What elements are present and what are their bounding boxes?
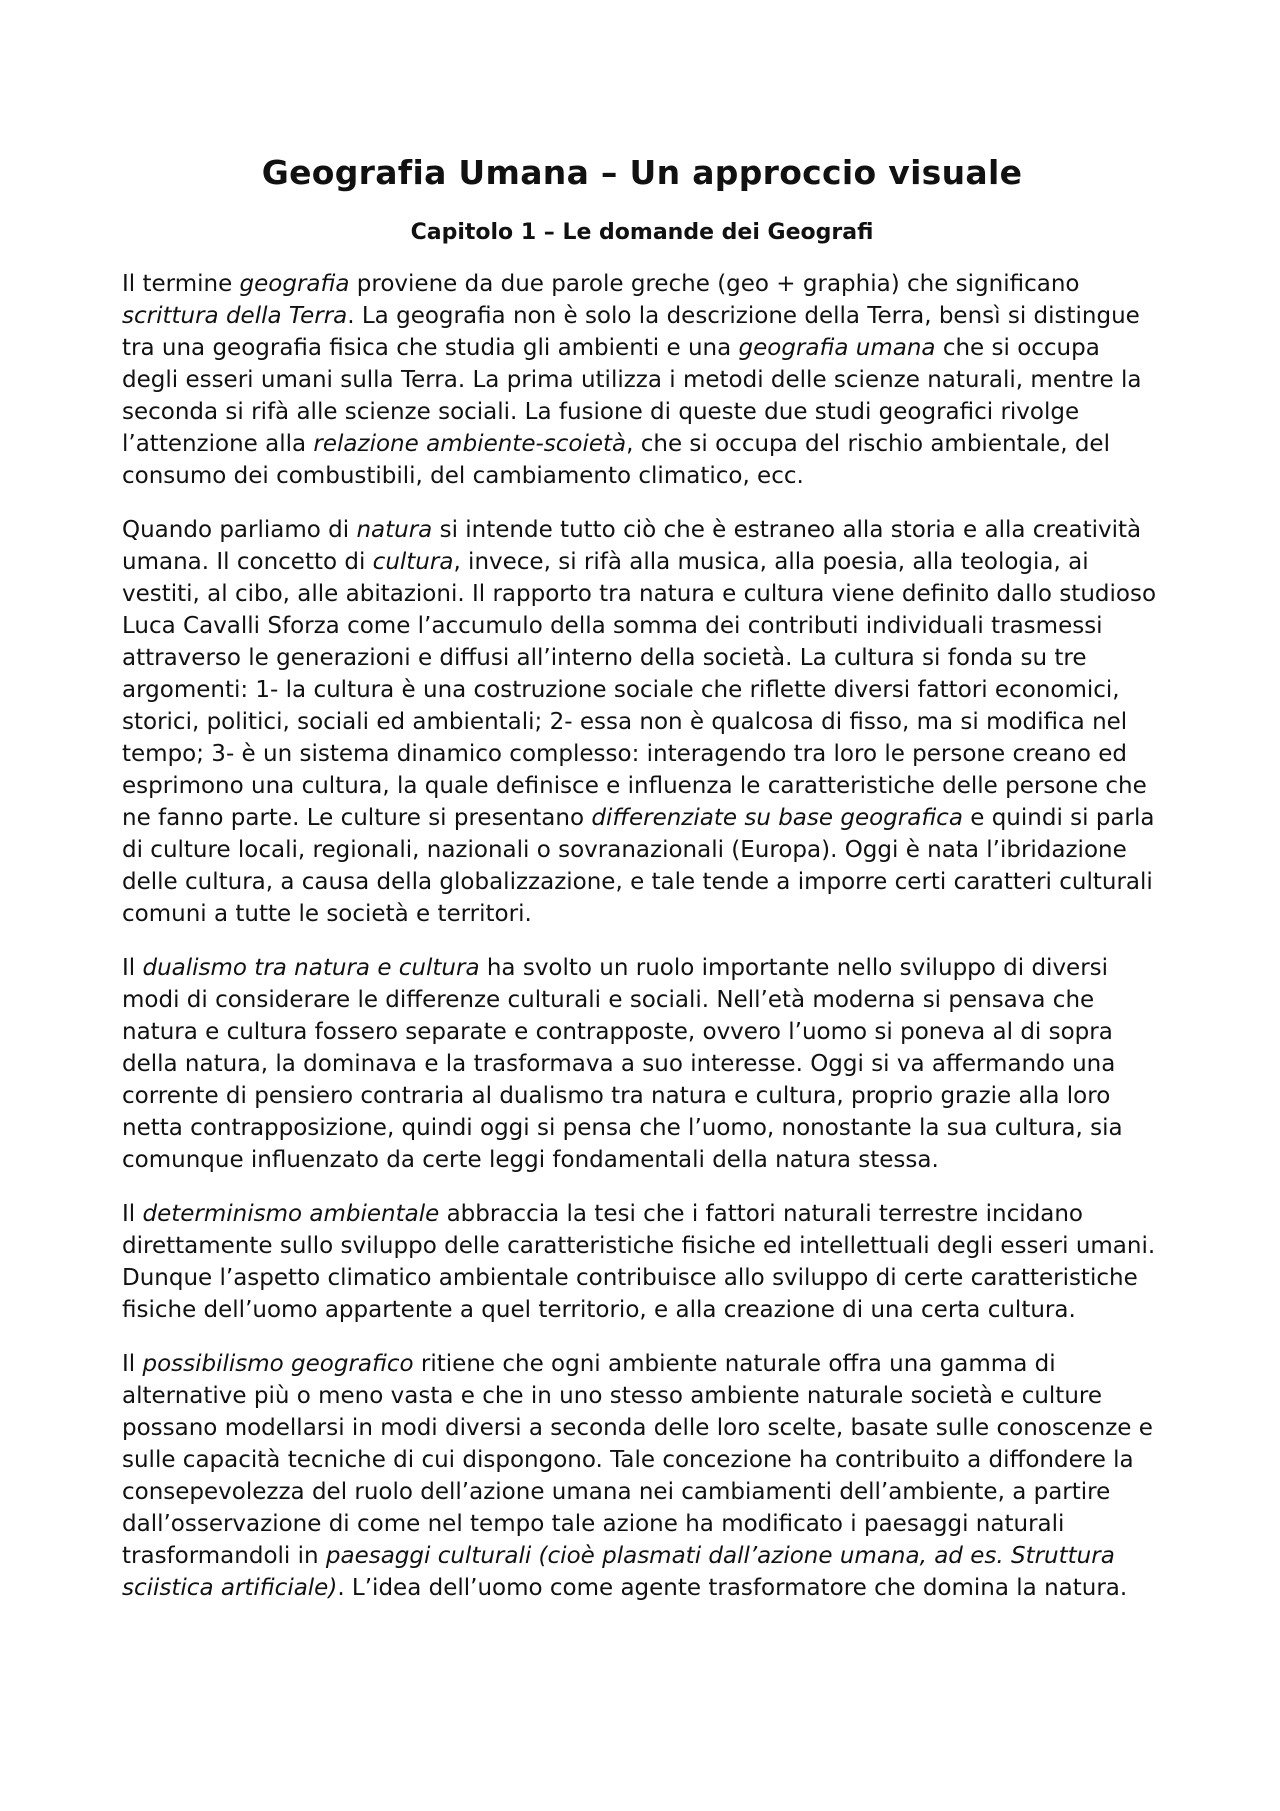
text-run: si intende tutto ciò che è estraneo alla storia e alla creatività umana. Il concetto di xyxy=(122,517,1142,575)
italic-term: dualismo tra natura e cultura xyxy=(142,955,480,981)
text-run: proviene da due parole greche (geo + graphia) che significano xyxy=(349,271,1080,297)
text-run: abbraccia la tesi che i fattori naturali terrestre incidano direttamente sullo sviluppo delle caratteristiche fisiche ed intellettuali degli esseri umani. Dunque l’aspetto climatico ambientale contribuisce allo sviluppo di certe caratteristiche fisiche dell’uomo appartente a quel territorio, e alla creazione di una certa cultura. xyxy=(122,1201,1156,1323)
italic-term: paesaggi culturali (cioè plasmati dall’azione umana, ad es. Struttura sciistica artificiale) xyxy=(122,1543,1115,1601)
body-paragraph xyxy=(122,1198,1162,1326)
italic-term: possibilismo geografico xyxy=(142,1351,414,1377)
italic-term: differenziate su base geografica xyxy=(591,805,963,831)
body-paragraph xyxy=(122,1348,1162,1604)
text-run: , che si occupa del rischio ambientale, del consumo dei combustibili, del cambiamento climatico, ecc. xyxy=(122,431,1110,489)
text-run: Quando parliamo di xyxy=(122,517,357,543)
italic-term: natura xyxy=(356,517,433,543)
italic-term: relazione ambiente-scoietà xyxy=(313,431,627,457)
document-page xyxy=(122,150,1162,1626)
chapter-heading: Capitolo 1 – Le domande dei Geografi xyxy=(410,220,874,245)
document-body xyxy=(122,268,1162,1604)
text-run: ritiene che ogni ambiente naturale offra una gamma di alternative più o meno vasta e che in uno stesso ambiente naturale società e culture possano modellarsi in modi diversi a seconda delle loro scelte, basate sulle conoscenze e sulle capacità tecniche di cui dispongono. Tale concezione ha contribuito a diffondere la consepevolezza del ruolo dell’azione umana nei cambiamenti dell’ambiente, a partire dall’osservazione di come nel tempo tale azione ha modificato i paesaggi naturali trasformandoli in xyxy=(122,1351,1153,1569)
italic-term: determinismo ambientale xyxy=(142,1201,440,1227)
text-run: che si occupa degli esseri umani sulla Terra. La prima utilizza i metodi delle scienze naturali, mentre la seconda si rifà alle scienze sociali. La fusione di queste due studi geografici rivolge l’attenzione alla xyxy=(122,335,1142,457)
text-run: Il xyxy=(122,1351,143,1377)
italic-term: scrittura della Terra xyxy=(122,303,348,329)
body-paragraph xyxy=(122,952,1162,1176)
text-run: e quindi si parla di culture locali, regionali, nazionali o sovranazionali (Europa). Oggi è nata l’ibridazione delle cultura, a causa della globalizzazione, e tale tende a imporre certi caratteri culturali comuni a tutte le società e territori. xyxy=(122,805,1155,927)
italic-term: cultura xyxy=(372,549,454,575)
text-run: Il xyxy=(122,955,143,981)
italic-term: geografia umana xyxy=(738,335,936,361)
italic-term: geografia xyxy=(239,271,350,297)
document-title: Geografia Umana – Un approccio visuale xyxy=(261,153,1023,192)
body-paragraph xyxy=(122,268,1162,492)
body-paragraph xyxy=(122,514,1162,930)
text-run: . La geografia non è solo la descrizione della Terra, bensì si distingue tra una geografia fisica che studia gli ambienti e una xyxy=(122,303,1140,361)
text-run: Il termine xyxy=(122,271,240,297)
text-run: . L’idea dell’uomo come agente trasformatore che domina la natura. xyxy=(337,1575,1128,1601)
text-run: ha svolto un ruolo importante nello sviluppo di diversi modi di considerare le differenze culturali e sociali. Nell’età moderna si pensava che natura e cultura fossero separate e contrapposte, ovvero l’uomo si poneva al di sopra della natura, la dominava e la trasformava a suo interesse. Oggi si va affermando una corrente di pensiero contraria al dualismo tra natura e cultura, proprio grazie alla loro netta contrapposizione, quindi oggi si pensa che l’uomo, nonostante la sua cultura, sia comunque influenzato da certe leggi fondamentali della natura stessa. xyxy=(122,955,1123,1173)
text-run: , invece, si rifà alla musica, alla poesia, alla teologia, ai vestiti, al cibo, alle abitazioni. Il rapporto tra natura e cultura viene definito dallo studioso Luca Cavalli Sforza come l’accumulo della somma dei contributi individuali trasmessi attraverso le generazioni e diffusi all’interno della società. La cultura si fonda su tre argomenti: 1- la cultura è una costruzione sociale che riflette diversi fattori economici, storici, politici, sociali ed ambientali; 2- essa non è qualcosa di fisso, ma si modifica nel tempo; 3- è un sistema dinamico complesso: interagendo tra loro le persone creano ed esprimono una cultura, la quale definisce e influenza le caratteristiche delle persone che ne fanno parte. Le culture si presentano xyxy=(122,549,1157,831)
text-run: Il xyxy=(122,1201,143,1227)
